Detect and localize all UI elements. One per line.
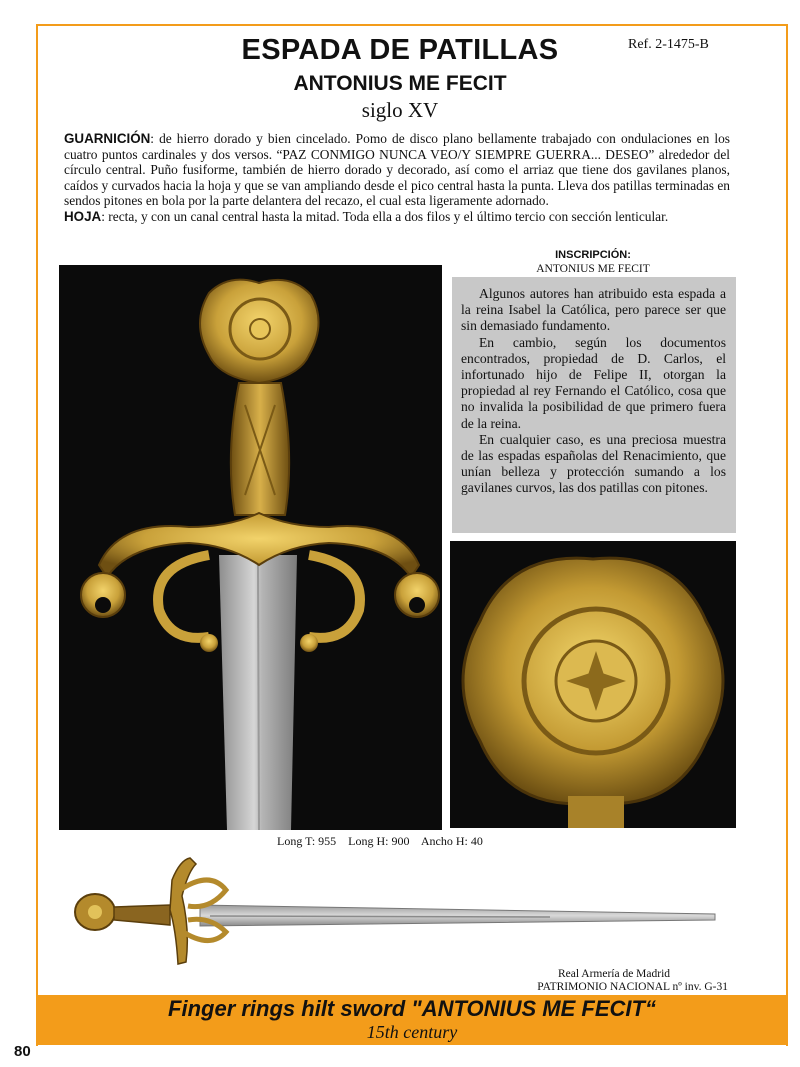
info-paragraph: En cualquier caso, es una preciosa muestra de las espadas españolas del Renacimiento, que unían belleza y protección sumando a los gavilanes curvos, las dos patillas con pitones. <box>461 431 726 496</box>
hoja-text: : recta, y con un canal central hasta la mitad. Toda ella a dos filos y el último tercio con sección lenticular. <box>101 208 669 224</box>
guarnicion-label: GUARNICIÓN <box>64 131 151 146</box>
page-number: 80 <box>14 1043 31 1060</box>
description-text <box>64 131 730 225</box>
credit-line-1: Real Armería de Madrid <box>557 968 671 980</box>
guarnicion-text: : de hierro dorado y bien cincelado. Pomo de disco plano bellamente trabajado con ondulaciones en los cuatro puntos cardinales y dos versos. “PAZ CONMIGO NUNCA VEO/Y SIEMPRE GUERRA... DESEO” alrededor del círculo central. Puño fusiforme, también de hierro dorado y decorado, así como el arriaz que tiene dos gavilanes planos, caídos y curvados hacia la hoja y que se van ampliando desde el pico central hasta la punta. Lleva dos patillas terminadas en sendos pitones en bola por la parte delantera del recazo, el cual esta ligeramente adornado. <box>64 131 730 209</box>
footer-banner <box>36 995 788 1045</box>
hilt-photo <box>59 265 442 830</box>
hoja-label: HOJA <box>64 208 102 224</box>
inscription-text: ANTONIUS ME FECIT <box>536 263 650 275</box>
page-title: ESPADA DE PATILLAS <box>241 34 559 66</box>
reference-number: Ref. 2-1475-B <box>628 37 709 52</box>
hilt-illustration <box>59 265 442 830</box>
inscription-block <box>450 248 736 276</box>
dimensions: Long T: 955 Long H: 900 Ancho H: 40 <box>277 834 483 848</box>
credit-line-2: PATRIMONIO NACIONAL nº inv. G-31 <box>537 981 728 993</box>
page-subtitle: ANTONIUS ME FECIT <box>293 72 507 95</box>
history-info-box <box>452 277 736 533</box>
full-sword-photo <box>50 850 740 970</box>
inscription-heading: INSCRIPCIÓN: <box>555 249 631 261</box>
pommel-illustration <box>450 541 736 828</box>
credit-block <box>500 968 728 994</box>
footer-title: Finger rings hilt sword "ANTONIUS ME FECIT“ <box>168 996 656 1021</box>
century-label: siglo XV <box>361 98 439 122</box>
full-sword-illustration <box>50 850 740 970</box>
pommel-closeup-photo <box>450 541 736 828</box>
info-paragraph: En cambio, según los documentos encontrados, propiedad de D. Carlos, el infortunado hijo de Felipe II, otorgan la propiedad al rey Fernando el Católico, cosa que no invalida la posibilidad de que primero fuera de la reina. <box>461 334 726 431</box>
info-paragraph: Algunos autores han atribuido esta espada a la reina Isabel la Católica, pero parece ser que sin demasiado fundamento. <box>461 286 726 334</box>
footer-subtitle: 15th century <box>366 1022 458 1042</box>
